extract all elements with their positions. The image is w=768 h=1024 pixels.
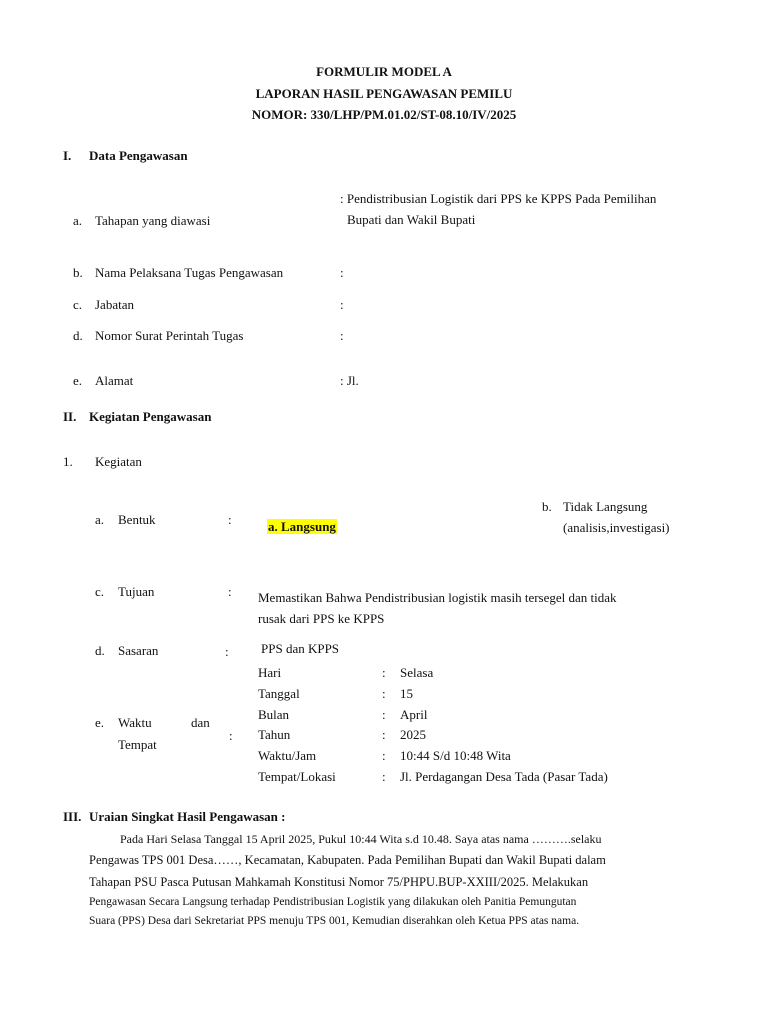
waktu-row-tahun-key: Tahun (258, 727, 291, 742)
section3-title: Uraian Singkat Hasil Pengawasan : (89, 809, 286, 824)
waktu-row-hari-key: Hari (258, 665, 282, 680)
sasaran-colon: : (225, 644, 229, 659)
bentuk-letter: a. (95, 512, 105, 527)
waktu-row-lokasi-sep: : (382, 769, 386, 784)
tujuan-letter: c. (95, 584, 105, 599)
item-e-label: Alamat (95, 373, 134, 388)
item-a-letter: a. (73, 213, 83, 228)
section3-number: III. (63, 809, 82, 824)
item-b-label: Nama Pelaksana Tugas Pengawasan (95, 265, 284, 280)
waktu-letter: e. (95, 715, 105, 730)
kegiatan-label: Kegiatan (95, 454, 142, 469)
waktu-row-bulan-sep: : (382, 707, 386, 722)
waktu-row-jam-key: Waktu/Jam (258, 748, 317, 763)
waktu-row-bulan-value: April (400, 707, 428, 722)
section2-number: II. (63, 409, 77, 424)
waktu-colon: : (229, 728, 233, 743)
sasaran-letter: d. (95, 643, 105, 658)
bentuk-label: Bentuk (118, 512, 156, 527)
item-e-letter: e. (73, 373, 83, 388)
waktu-row-lokasi-value: Jl. Perdagangan Desa Tada (Pasar Tada) (400, 769, 608, 784)
item-a-value-line2: Bupati dan Wakil Bupati (347, 212, 476, 227)
section1-title: Data Pengawasan (89, 148, 188, 163)
sasaran-label: Sasaran (118, 643, 159, 658)
bentuk-option-langsung-text: a. Langsung (268, 519, 336, 534)
report-number: NOMOR: 330/LHP/PM.01.02/ST-08.10/IV/2025 (251, 107, 517, 122)
item-a-label: Tahapan yang diawasi (95, 213, 211, 228)
item-d-value: : (340, 328, 344, 343)
item-e-value: : Jl. (340, 373, 359, 388)
waktu-row-hari-sep: : (382, 665, 386, 680)
waktu-label-word2: dan (191, 715, 210, 730)
kegiatan-number: 1. (63, 454, 73, 469)
item-c-value: : (340, 297, 344, 312)
tujuan-text-line1: Memastikan Bahwa Pendistribusian logistik masih tersegel dan tidak (258, 590, 617, 605)
item-c-label: Jabatan (95, 297, 134, 312)
uraian-line4: Pengawasan Secara Langsung terhadap Pendistribusian Logistik yang dilakukan oleh Panitia Pemungutan (89, 896, 577, 908)
bentuk-option-tidak-langsung: Tidak Langsung (563, 499, 648, 514)
bentuk-option-b-note: (analisis,investigasi) (563, 520, 670, 535)
bentuk-option-b-letter: b. (542, 499, 552, 514)
waktu-label-line2: Tempat (118, 737, 157, 752)
waktu-row-jam-sep: : (382, 748, 386, 763)
bentuk-option-langsung (267, 519, 337, 535)
waktu-row-tahun-sep: : (382, 727, 386, 742)
tujuan-colon: : (228, 584, 232, 599)
uraian-line2: Pengawas TPS 001 Desa……, Kecamatan, Kabupaten. Pada Pemilihan Bupati dan Wakil Bupati dalam (89, 853, 606, 867)
item-d-label: Nomor Surat Perintah Tugas (95, 328, 244, 343)
waktu-row-tanggal-sep: : (382, 686, 386, 701)
waktu-row-bulan-key: Bulan (258, 707, 290, 722)
item-d-letter: d. (73, 328, 83, 343)
uraian-line1: Pada Hari Selasa Tanggal 15 April 2025, Pukul 10:44 Wita s.d 10.48. Saya atas nama ……….selaku (120, 832, 602, 846)
tujuan-text-line2: rusak dari PPS ke KPPS (258, 611, 385, 626)
section2-title: Kegiatan Pengawasan (89, 409, 212, 424)
section1-number: I. (63, 148, 72, 163)
bentuk-colon: : (228, 512, 232, 527)
uraian-line3: Tahapan PSU Pasca Putusan Mahkamah Konstitusi Nomor 75/PHPU.BUP-XXIII/2025. Melakukan (89, 875, 589, 889)
waktu-row-tanggal-value: 15 (400, 686, 413, 701)
tujuan-text (258, 587, 702, 629)
item-b-value: : (340, 265, 344, 280)
uraian-line5: Suara (PPS) Desa dari Sekretariat PPS menuju TPS 001, Kemudian diserahkan oleh Ketua PPS atas nama. (89, 915, 580, 927)
waktu-label-word1: Waktu (118, 715, 152, 730)
item-a-value-line1: : Pendistribusian Logistik dari PPS ke KPPS Pada Pemilihan (340, 191, 657, 206)
item-c-letter: c. (73, 297, 83, 312)
tujuan-label: Tujuan (118, 584, 155, 599)
form-title: FORMULIR MODEL A (316, 64, 452, 79)
report-title: LAPORAN HASIL PENGAWASAN PEMILU (255, 86, 513, 101)
waktu-row-jam-value: 10:44 S/d 10:48 Wita (400, 748, 511, 763)
item-b-letter: b. (73, 265, 83, 280)
waktu-row-hari-value: Selasa (400, 665, 434, 680)
sasaran-value: PPS dan KPPS (261, 641, 340, 656)
waktu-row-lokasi-key: Tempat/Lokasi (258, 769, 336, 784)
waktu-row-tahun-value: 2025 (400, 727, 426, 742)
waktu-row-tanggal-key: Tanggal (258, 686, 300, 701)
